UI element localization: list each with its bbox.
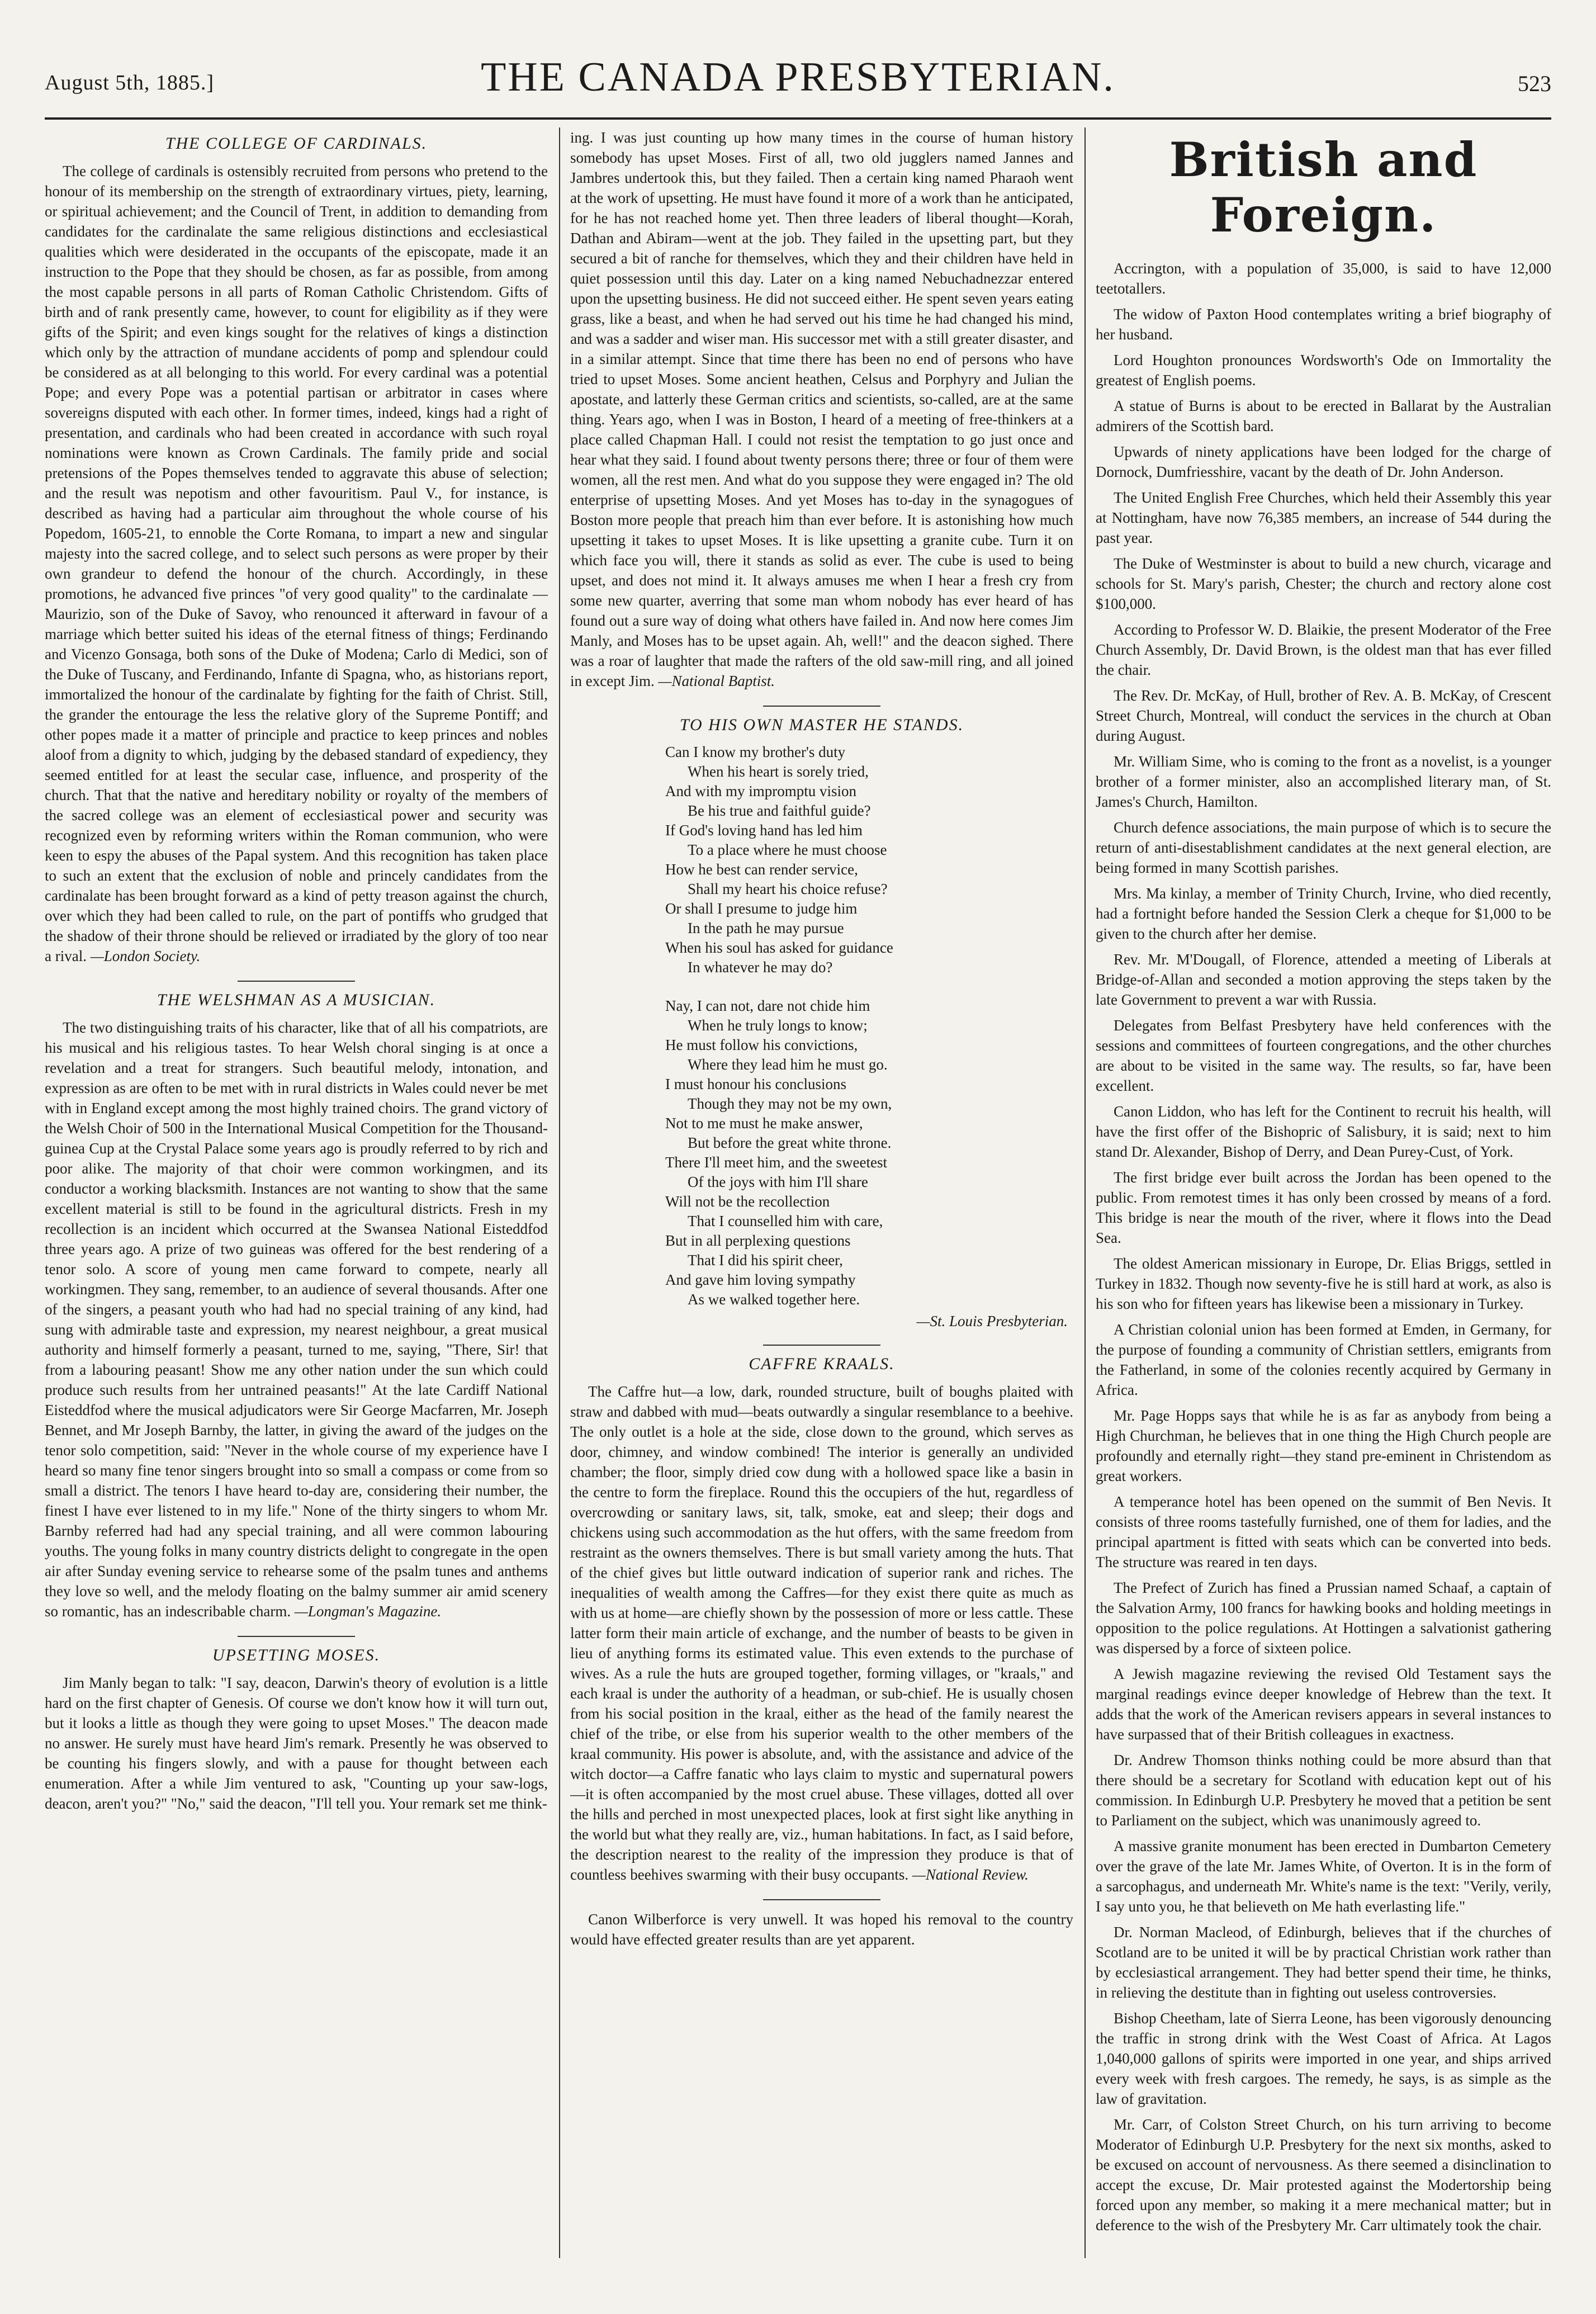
news-item: Mr. Page Hopps says that while he is as far as anybody from being a High Churchman, he believes that in one thing the High Church people are profoundly and eternally right—they stand pre-eminent in Christendom as great workers. — [1096, 1407, 1551, 1484]
poem-line: He must follow his convictions, — [665, 1037, 858, 1053]
section-rule — [763, 1345, 880, 1346]
poem-line: Though they may not be my own, — [688, 1095, 892, 1112]
article-body-welshman: The two distinguishing traits of his character, like that of all his compatriots, are his musical and his religious tastes. To hear Welsh choral singing is at once a revelation and a treat for strangers. Such beautiful melody, intonation, and expression as are often to be met with in rural districts in Wales could never be met with in England except among the most highly trained choirs. The grand victory of the Welsh Choir of 500 in the International Musical Competition for the Thousand-guinea Cup at the Crystal Palace some years ago is proudly referred to by rich and poor alike. The majority of that choir were common workingmen, and its conductor a working blacksmith. Instances are not wanting to show that the same excellent material is still to be found in the agricultural districts. Fresh in my recollection is an incident which occurred at the Swansea National Eisteddfod three years ago. A prize of two guineas was offered for the best rendering of a tenor solo. A score of young men came forward to compete, nearly all workingmen. They sang, remember, to an audience of several thousands. After one of the singers, a peasant youth who had had no special training of any kind, had sung with admirable taste and expression, my nearest neighbour, a great musical authority and himself formerly a peasant, turned to me, saying, "There, Sir! that from a labouring peasant! Show me any other nation under the sun which could produce such results from her untrained peasants!" At the late Cardiff National Eisteddfod where the musical adjudicators were Sir George Macfarren, Mr. Joseph Bennet, and Mr Joseph Barnby, the latter, in giving the award of the judges on the tenor solo competition, said: "Never in the whole course of my experience have I heard so many fine tenor singers brought into so small a compass or come from so small a district. The tenors I have heard to-day are, considering their number, the finest I have ever listened to in my life." None of the thirty singers to whom Mr. Barnby referred had had any special training, and all were common labouring youths. The young folks in many country districts delight to congregate in the open air after Sunday evening service to rehearse some of the psalm tunes and anthems they love so well, and the melody floating on the balmy summer air amid scenery so romantic, has an indescribable charm. —Longman's Magazine. — [45, 1019, 548, 1620]
column-3 — [1096, 127, 1551, 2269]
poem-line: How he best can render service, — [665, 861, 858, 878]
poem-line: Be his true and faithful guide? — [688, 802, 871, 819]
article-body-cardinals: The college of cardinals is ostensibly recruited from persons who pretend to the honour of its membership on the strength of extraordinary virtues, piety, learning, or spiritual achievement; and the Council of Trent, in addition to demanding from candidates for the cardinalate the same religious distinctions and ecclesiastical qualities which were desiderated in the occupants of the episcopate, made it an instruction to the Pope that they should be chosen, as far as possible, from among the most capable persons in all parts of Roman Catholic Christendom. Gifts of birth and of rank presently came, however, to count for eligibility as if they were gifts of the Spirit; and even kings sought for the relatives of kings a distinction which only by the attraction of mundane accidents of pomp and splendour could be considered as at all belonging to this world. For every cardinal was a potential Pope; and every Pope was a potential partisan or arbitrator in cases where sovereigns disputed with each other. In former times, indeed, kings had a right of presentation, and cardinals who had been created in accordance with such royal nominations were known as Crown Cardinals. The family pride and social pretensions of the Popes themselves tended to aggravate this abuse of selection; and the result was nepotism and other favouritism. Paul V., for instance, is described as having had a particular aim throughout the whole course of his Popedom, 1605-21, to ennoble the Corte Romana, to impart a new and singular majesty into the sacred college, and to select such persons as were proper by their own grandeur to defend the honour of the church. Accordingly, in these promotions, he advanced five princes "of very good quality" to the cardinalate —Maurizio, son of the Duke of Savoy, who renounced it afterward in favour of a marriage which better suited his ideas of the eternal fitness of things; Ferdinando and Vicenzo Gonsaga, both sons of the Duke of Modena; Carlo di Medici, son of the Duke of Tuscany, and Ferdinando, Infante di Spagna, who, as historians report, immortalized the honour of the cardinalate by fighting for the faith of Christ. Still, the grander the entourage the less the relative glory of the Supreme Pontiff; and other popes made it a matter of principle and practice to keep princes and nobles aloof from a dignity to which, judging by the debased standard of expediency, they seemed entitled for at least the secular case, influence, and prosperity of the church. That that the native and hereditary nobility or royalty of the members of the sacred college was an element of ecclesiastical power and security was recognized even by reforming writers within the Roman communion, who were keen to espy the abuses of the Papal system. And this recognition has taken place to such an extent that the exclusion of noble and princely candidates from the cardinalate has been brought forward as a kind of petty treason against the church, over which they had been called to rule, on the part of pontiffs who grudged that the shadow of their throne should be relieved or irradiated by the glory of too near a rival. —London Society. — [45, 163, 548, 964]
poem-line: There I'll meet him, and the sweetest — [665, 1154, 887, 1171]
poem-line: If God's loving hand has led him — [665, 822, 863, 839]
article-source-cardinals: —London Society. — [90, 948, 201, 964]
article-title-kraals: CAFFRE KRAALS. — [749, 1355, 895, 1373]
news-item: The widow of Paxton Hood contemplates writing a brief biography of her husband. — [1096, 306, 1551, 343]
news-item: Lord Houghton pronounces Wordsworth's Ode on Immortality the greatest of English poems. — [1096, 352, 1551, 389]
article-body-kraals: The Caffre hut—a low, dark, rounded structure, built of boughs plaited with straw and dabbed with mud—beats outwardly a singular resemblance to a beehive. The only outlet is a hole at the side, close down to the ground, which serves as door, chimney, and window combined! The interior is generally an undivided chamber; the floor, simply dried cow dung with a hollowed space like a basin in the centre to form the fireplace. Round this the occupiers of the hut, regardless of overcrowding or sanitary laws, sit, talk, smoke, eat and sleep; their dogs and chickens using such accommodation as the hut offers, with the same freedom from restraint as the owners themselves. There is but small variety among the huts. That of the chief gives but little outward indication of superior rank and riches. The inequalities of wealth among the Caffres—for they exist there quite as much as with us at home—are chiefly shown by the possession of more or less cattle. These latter form their main article of exchange, and the number of beasts to be given in lieu of anything forms its estimated value. This even extends to the purchase of wives. As a rule the huts are grouped together, forming villages, or "kraals," and each kraal is under the authority of a headman, or sub-chief. He is usually chosen from his social position in the kraal, either as the head of the family nearest the chief of the tribe, or else from his superior wealth to the other members of the kraal community. His power is absolute, and, with the assistance and advice of the witch doctor—a Caffre fanatic who lays claim to mystic and supernatural powers—it is often accompanied by the most cruel abuse. These villages, dotted all over the hills and perched in most unexpected places, look at first sight like anything in the world but what they really are, viz., human habitations. In fact, as I said before, the description nearest to the reality of the impression they produce is that of countless beehives swarming with their busy occupants. —National Review. — [570, 1383, 1073, 1883]
article-title-welshman: THE WELSHMAN AS A MUSICIAN. — [157, 991, 436, 1009]
news-item: The first bridge ever built across the Jordan has been opened to the public. From remotest times it has only been crossed by means of a ford. This bridge is near the mouth of the river, where it flows into the Dead Sea. — [1096, 1169, 1551, 1246]
news-item: A statue of Burns is about to be erected in Ballarat by the Australian admirers of the Scottish bard. — [1096, 398, 1551, 434]
section-rule — [763, 1899, 880, 1900]
article-body-moses-continued: ing. I was just counting up how many times in the course of human history somebody has upset Moses. First of all, two old jugglers named Jannes and Jambres undertook this, but they failed. Then a certain king named Pharaoh went at the work of upsetting. He must have found it more of a work than he anticipated, for he has not reached home yet. Then three leaders of liberal thought—Korah, Dathan and Abiram—went at the job. They failed in the upsetting part, but they secured a bit of ranche for themselves, which they and their children have held in quiet possession until this day. Later on a king named Nebuchadnezzar entered upon the upsetting business. He did not succeed either. He spent seven years eating grass, like a beast, and when he had served out his time he had changed his mind, and was a sadder and wiser man. His successor met with a still greater disaster, and in a similar attempt. Since that time there has been no end of persons who have tried to upset Moses. Some ancient heathen, Celsus and Porphyry and Julian the apostate, and latterly these German critics and scientists, so-called, are at the same thing. Years ago, when I was in Boston, I heard of a meeting of free-thinkers at a place called Chapman Hall. I could not resist the temptation to go just once and hear what they said. I found about twenty persons there; three or four of them were women, all the rest men. And what do you suppose they were engaged in? The old enterprise of upsetting Moses. And yet Moses has to-day in the synagogues of Boston more people that preach him than ever before. It is astonishing how much upsetting it takes to upset Moses. It is like upsetting a granite cube. Turn it on which face you will, there it stands as solid as ever. The cube is used to being upset, and does not mind it. It always amuses me when I hear a fresh cry from some new quarter, averring that some man whom nobody has ever heard of has found out a sure way of doing what others have failed in. And now here comes Jim Manly, and Moses has to be upset again. Ah, well!" and the deacon sighed. There was a roar of laughter that made the rafters of the old saw-mill ring, and all joined in except Jim. —National Baptist. — [570, 129, 1073, 689]
article-source-moses: —National Baptist. — [658, 673, 775, 689]
poem-line: When his soul has asked for guidance — [665, 939, 893, 956]
news-item: Canon Liddon, who has left for the Continent to recruit his health, will have the first offer of the Bishopric of Salisbury, it is said; next to him stand Dr. Alexander, Bishop of Derry, and Dean Purey-Cust, of York. — [1096, 1103, 1551, 1160]
poem-line: To a place where he must choose — [688, 841, 887, 858]
news-item: The Duke of Westminster is about to build a new church, vicarage and schools for St. Mary's parish, Chester; the church and rectory alone cost $100,000. — [1096, 555, 1551, 612]
poem-line: And gave him loving sympathy — [665, 1271, 856, 1288]
header-date: August 5th, 1885.] — [45, 71, 214, 94]
news-item: A temperance hotel has been opened on the summit of Ben Nevis. It consists of three rooms tastefully furnished, one of them for ladies, and the principal apartment is fitted with seats which can be converted into beds. The structure was reared in ten days. — [1096, 1493, 1551, 1570]
news-item: Delegates from Belfast Presbytery have held conferences with the sessions and committees of fourteen congregations, and the other churches are about to be visited in the same way. The results, so far, have been excellent. — [1096, 1017, 1551, 1094]
article-title-cardinals: THE COLLEGE OF CARDINALS. — [165, 134, 428, 153]
poem-line: Not to me must he make answer, — [665, 1115, 863, 1132]
news-item: Accrington, with a population of 35,000, is said to have 12,000 teetotallers. — [1096, 260, 1551, 297]
column-divider-2 — [1084, 127, 1086, 2258]
poem-line: When his heart is sorely tried, — [688, 763, 869, 780]
news-item: Dr. Andrew Thomson thinks nothing could be more absurd than that there should be a secretary for Scotland with education kept out of his commission. In Edinburgh U.P. Presbytery he moved that a petition be sent to Parliament on the subject, which was unanimously agreed to. — [1096, 1752, 1551, 1829]
article-source-kraals: —National Review. — [912, 1866, 1029, 1883]
news-item: The United English Free Churches, which held their Assembly this year at Nottingham, have now 76,385 members, an increase of 544 during the past year. — [1096, 489, 1551, 546]
article-title-moses: UPSETTING MOSES. — [212, 1646, 381, 1664]
article-body-moses: Jim Manly began to talk: "I say, deacon, Darwin's theory of evolution is a little hard on the first chapter of Genesis. Of course we don't know how it will turn out, but it looks a little as though they were going to upset Moses." The deacon made no answer. He surely must have heard Jim's remark. Presently he was observed to be counting his fingers slowly, and with a pause for thought between each enumeration. After a while Jim ventured to ask, "Counting up your saw-logs, deacon, aren't you?" "No," said the deacon, "I'll tell you. Your remark set me think- — [45, 1674, 548, 1812]
news-item: Mrs. Ma kinlay, a member of Trinity Church, Irvine, who died recently, had a fortnight before handed the Session Clerk a cheque for $1,000 to be given to the church after her demise. — [1096, 885, 1551, 942]
poem-line: Can I know my brother's duty — [665, 744, 846, 760]
poem-line: But before the great white throne. — [688, 1134, 892, 1151]
news-item: Bishop Cheetham, late of Sierra Leone, has been vigorously denouncing the traffic in strong drink with the West Coast of Africa. At Lagos 1,040,000 gallons of spirits were imported in one year, and ships arrived every week with fresh cargoes. The remedy, he says, is as simple as the law of gravitation. — [1096, 2010, 1551, 2107]
news-item: According to Professor W. D. Blaikie, the present Moderator of the Free Church Assembly, Dr. David Brown, is the oldest man that has ever filled the chair. — [1096, 621, 1551, 678]
section-title-british-foreign: British and Foreign. — [1169, 132, 1478, 243]
poem-line: But in all perplexing questions — [665, 1232, 851, 1249]
poem-line: Or shall I presume to judge him — [665, 900, 858, 917]
poem-line: Will not be the recollection — [665, 1193, 830, 1210]
column-1 — [45, 127, 548, 2269]
poem-line: That I did his spirit cheer, — [688, 1252, 843, 1269]
poem-stanza-1 — [665, 742, 1073, 977]
news-item: Mr. Carr, of Colston Street Church, on his turn arriving to become Moderator of Edinburgh U.P. Presbytery for the next six months, asked to be excused on account of nervousness. As there seemed a disinclination to accept the excuse, Dr. Mair protested against the Modertorship being forced upon any member, so making it a mere mechanical matter; but in deference to the wish of the Presbytery Mr. Carr ultimately took the chair. — [1096, 2116, 1551, 2233]
section-rule — [238, 1636, 355, 1637]
poem-line: When he truly longs to know; — [688, 1017, 868, 1034]
poem-line: In whatever he may do? — [688, 959, 833, 976]
column-2 — [570, 127, 1073, 2269]
poem-title: TO HIS OWN MASTER HE STANDS. — [679, 716, 964, 734]
news-item: Dr. Norman Macleod, of Edinburgh, believes that if the churches of Scotland are to be united it will be by practical Christian work rather than by ecclesiastical arrangement. They had better spend their time, he thinks, in relieving the destitute than in fighting out useless controversies. — [1096, 1924, 1551, 2001]
closing-note: Canon Wilberforce is very unwell. It was hoped his removal to the country would have effected greater results than are yet apparent. — [570, 1911, 1073, 1948]
news-item: A Jewish magazine reviewing the revised Old Testament says the marginal readings evince deeper knowledge of Hebrew than the text. It adds that the work of the American revisers appears in several instances to have surpassed that of their British colleagues in exactness. — [1096, 1665, 1551, 1743]
news-item: Rev. Mr. M'Dougall, of Florence, attended a meeting of Liberals at Bridge-of-Allan and seconded a motion approving the steps taken by the late Government to prevent a war with Russia. — [1096, 951, 1551, 1008]
news-item: A Christian colonial union has been formed at Emden, in Germany, for the purpose of founding a community of Christian settlers, emigrants from the Fatherland, in some of the colonies recently acquired by Germany in Africa. — [1096, 1321, 1551, 1398]
header-rule — [45, 117, 1551, 120]
poem-line: Shall my heart his choice refuse? — [688, 881, 888, 897]
news-item: Mr. William Sime, who is coming to the front as a novelist, is a younger brother of a former minister, also an accomplished literary man, of St. James's Church, Hamilton. — [1096, 753, 1551, 810]
poem-line: That I counselled him with care, — [688, 1213, 883, 1229]
poem-line: And with my impromptu vision — [665, 783, 857, 799]
poem-line: As we walked together here. — [688, 1291, 860, 1308]
news-item: The oldest American missionary in Europe, Dr. Elias Briggs, settled in Turkey in 1832. Though now seventy-five he is still hard at work, as also is his son who for fifteen years has likewise been a missionary in Turkey. — [1096, 1255, 1551, 1312]
news-items — [1096, 258, 1551, 2235]
poem-line: Where they lead him he must go. — [688, 1056, 888, 1073]
page-header — [45, 44, 1551, 111]
poem-line: In the path he may pursue — [688, 920, 844, 936]
poem-stanza-2 — [665, 996, 1073, 1309]
news-item: The Rev. Dr. McKay, of Hull, brother of Rev. A. B. McKay, of Crescent Street Church, Montreal, will conduct the services in the church at Oban during August. — [1096, 687, 1551, 744]
section-rule — [763, 706, 880, 707]
poem-line: Nay, I can not, dare not chide him — [665, 997, 870, 1014]
poem-line: I must honour his conclusions — [665, 1076, 846, 1092]
section-rule — [238, 981, 355, 982]
article-source-welshman: —Longman's Magazine. — [294, 1603, 442, 1620]
column-divider-1 — [559, 127, 560, 2258]
news-item: A massive granite monument has been erected in Dumbarton Cemetery over the grave of the late Mr. James White, of Overton. It is in the form of a sarcophagus, and underneath Mr. White's name is the text: "Verily, verily, I say unto you, he that believeth on Me hath everlasting life." — [1096, 1838, 1551, 1915]
news-item: Upwards of ninety applications have been lodged for the charge of Dornock, Dumfriesshire, vacant by the death of Dr. John Anderson. — [1096, 443, 1551, 480]
news-item: Church defence associations, the main purpose of which is to secure the return of anti-disestablishment candidates at the next general election, are being formed in many Scottish parishes. — [1096, 819, 1551, 876]
news-item: The Prefect of Zurich has fined a Prussian named Schaaf, a captain of the Salvation Army, 100 francs for hawking books and holding meetings in opposition to the police regulations. At Hottingen a salvationist gathering was dispersed by a force of sixteen police. — [1096, 1579, 1551, 1657]
poem-source: —St. Louis Presbyterian. — [916, 1313, 1068, 1329]
page-number: 523 — [1518, 71, 1551, 96]
masthead-title: THE CANADA PRESBYTERIAN. — [481, 54, 1115, 100]
poem-line: Of the joys with him I'll share — [688, 1173, 868, 1190]
